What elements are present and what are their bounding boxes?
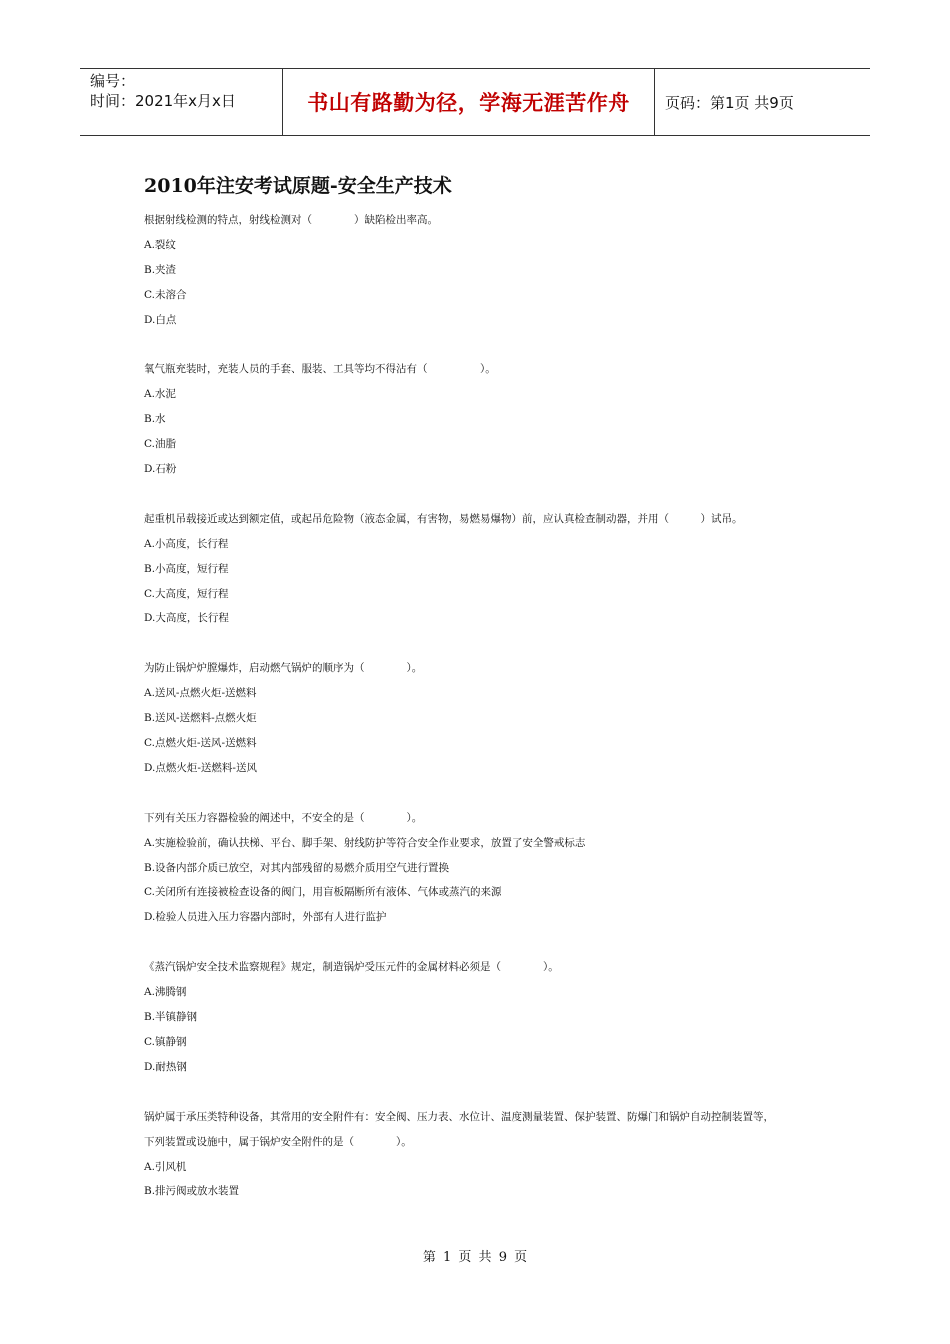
- answer-option: A.小高度，长行程: [144, 537, 229, 550]
- answer-option: B.水: [144, 413, 166, 426]
- document-time-label: 时间：2021年x月x日: [90, 92, 236, 110]
- question-item: [144, 656, 834, 780]
- answer-option: C.点燃火炬-送风-送燃料: [144, 737, 257, 750]
- header-motto: 书山有路勤为径，学海无涯苦作舟: [282, 69, 655, 135]
- answer-option: A.送风-点燃火炬-送燃料: [144, 687, 257, 700]
- question-item: [144, 806, 834, 930]
- question-text: 《蒸汽锅炉安全技术监察规程》规定，制造锅炉受压元件的金属材料必须是（ ）。: [144, 961, 559, 974]
- answer-option: B.设备内部介质已放空，对其内部残留的易燃介质用空气进行置换: [144, 861, 450, 874]
- question-text: 根据射线检测的特点，射线检测对（ ）缺陷检出率高。: [144, 214, 438, 226]
- document-number-label: 编号：: [90, 72, 136, 90]
- question-text: 为防止锅炉炉膛爆炸，启动燃气锅炉的顺序为（ ）。: [144, 662, 423, 675]
- answer-option: D.点燃火炬-送燃料-送风: [144, 761, 257, 774]
- answer-option: D.白点: [144, 313, 177, 326]
- answer-option: D.检验人员进入压力容器内部时，外部有人进行监护: [144, 911, 387, 924]
- answer-option: C.大高度，短行程: [144, 587, 229, 600]
- question-item: [144, 208, 834, 332]
- page-header: [80, 68, 870, 136]
- question-text: 锅炉属于承压类特种设备，其常用的安全附件有：安全阀、压力表、水位计、温度测量装置、保护装置、防爆门和锅炉自动控制装置等，: [144, 1110, 774, 1123]
- answer-option: B.小高度，短行程: [144, 562, 229, 575]
- answer-option: A.裂纹: [144, 238, 176, 251]
- question-list: [144, 208, 834, 1229]
- header-page-label: 页码：第1页 共9页: [665, 93, 794, 112]
- answer-option: B.送风-送燃料-点燃火炬: [144, 712, 257, 725]
- header-info: [80, 69, 282, 135]
- answer-option: B.排污阀或放水装置: [144, 1185, 240, 1198]
- question-text: 起重机吊载接近或达到额定值，或起吊危险物（液态金属，有害物，易燃易爆物）前，应认真检查制动器，并用（ ）试吊。: [144, 512, 743, 525]
- question-item: [144, 955, 834, 1079]
- answer-option: B.夹渣: [144, 263, 177, 276]
- answer-option: C.油脂: [144, 438, 176, 451]
- question-text: 氧气瓶充装时，充装人员的手套、服装、工具等均不得沾有（ ）。: [144, 363, 496, 376]
- answer-option: A.沸腾钢: [144, 986, 187, 999]
- answer-option: D.耐热钢: [144, 1060, 187, 1073]
- answer-option: D.大高度，长行程: [144, 612, 229, 625]
- answer-option: A.引风机: [144, 1160, 187, 1173]
- question-text: 下列有关压力容器检验的阐述中，不安全的是（ ）。: [144, 811, 423, 824]
- answer-option: C.关闭所有连接被检查设备的阀门，用盲板隔断所有液体、气体或蒸汽的来源: [144, 886, 502, 899]
- answer-option: B.半镇静钢: [144, 1011, 198, 1024]
- answer-option: A.水泥: [144, 388, 176, 401]
- answer-option: C.镇静钢: [144, 1035, 187, 1048]
- question-text: 下列装置或设施中，属于锅炉安全附件的是（ ）。: [144, 1135, 412, 1148]
- question-item: [144, 1105, 834, 1205]
- question-item: [144, 507, 834, 631]
- document-title: 2010年注安考试原题-安全生产技术: [144, 175, 452, 197]
- question-item: [144, 357, 834, 481]
- answer-option: D.石粉: [144, 463, 177, 476]
- answer-option: A.实施检验前，确认扶梯、平台、脚手架、射线防护等符合安全作业要求，放置了安全警戒标志: [144, 836, 586, 849]
- page-footer: 第 1 页 共 9 页: [422, 1250, 528, 1265]
- answer-option: C.未溶合: [144, 288, 187, 301]
